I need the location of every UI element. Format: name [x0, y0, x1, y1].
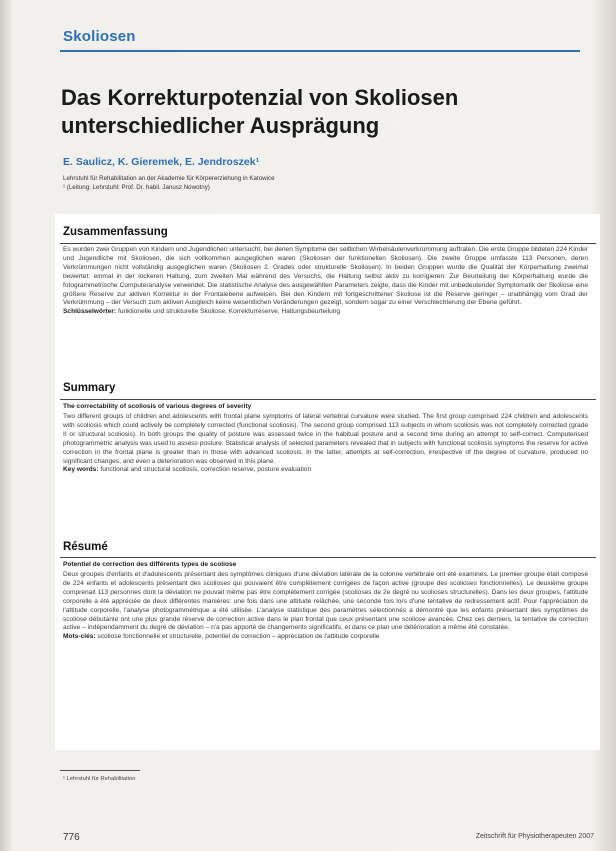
- footnote: ¹ Lehrstuhl für Rehabilitation: [63, 776, 136, 782]
- heading-rule: [60, 557, 596, 558]
- section-label: Skoliosen: [63, 28, 136, 45]
- journal-name: Zeitschrift für Physiotherapeuten 2007: [475, 833, 594, 840]
- footnote-divider: [60, 770, 140, 771]
- keywords-label: Schlüsselwörter:: [63, 308, 117, 316]
- zusammenfassung-body: Es wurden zwei Gruppen von Kindern und Jugendlichen untersucht, bei denen Symptome der seitlichen Wirbelsäulenverkrümmung auftraten. Die erste Gruppe bildeten 224 Kinder und Jugendliche mit Skoliosen, die sich vollkommen ausgeglichen waren (Skoliosen der funktionellen Skoliosen). Die zweite Gruppe umfasste 113 Personen, deren Verkrümmungen nicht vollständig ausgeglichen waren (Skoliosen 2. Grades oder strukturelle Skoliosen). In beiden Gruppen wurde die Qualität der Körperhaltung zweimal bewertet: einmal in der lockeren Haltung, zum zweiten Mal während des Versuchs, die Haltung selbst aktiv zu korrigieren. Zur Beurteilung der Körperhaltung wurde die fotogrammetrische Computeranalyse verwendet. Die statistische Analyse des ausgewählten Parameters zeigte, dass die Kinder mit unbedeutender Symptomatik der Skoliose eine größere Reserve zur aktiven Korrektur in der Frontalebene aufweisen. Bei den Kindern mit fortgeschrittener Skoliose ist die Reserve geringer – unabhängig vom Grad der Verkrümmung – der Versuch zum aktiven Ausgleich keine wesentlichen Veränderungen gezeigt, sondern sogar zu einer Verschlechterung der Ebene geführt.: [63, 246, 588, 307]
- article-title: Das Korrekturpotenzial von Skoliosen unterschiedlicher Ausprägung: [61, 85, 459, 138]
- affiliation-line: ¹ (Leitung: Lehrstuhl: Prof. Dr. habil. Janusz Nowotny): [63, 184, 210, 191]
- summary-text: [63, 413, 588, 475]
- author-list: E. Saulicz, K. Gieremek, E. Jendroszek¹: [63, 156, 260, 168]
- keywords-label: Mots-clés:: [63, 633, 96, 641]
- affiliation: [63, 174, 543, 192]
- keywords: funktionelle und strukturelle Skoliose, Korrekturreserve, Haltungsbeurteilung: [117, 308, 341, 316]
- keywords-label: Key words:: [63, 466, 99, 474]
- summary-subheading: The correctability of scoliosis of various degrees of severity: [63, 403, 252, 410]
- keywords: scoliose fonctionnelle et structurelle, potentiel de correction – appréciation de l'attitude corporelle: [97, 633, 380, 641]
- resume-text: [63, 571, 588, 642]
- heading-rule: [60, 243, 596, 244]
- zusammenfassung-text: [63, 246, 588, 317]
- heading-rule: [60, 399, 596, 400]
- keywords: functional and structural scoliosis, correction reserve, posture evaluation: [100, 466, 312, 474]
- resume-heading: Résumé: [63, 541, 108, 553]
- resume-subheading: Potentiel de correction des différents types de scoliose: [63, 561, 237, 568]
- section-divider: [60, 50, 580, 52]
- resume-body: Deux groupes d'enfants et d'adolescents présentant des symptômes cliniques d'une déviation latérale de la colonne vertébrale ont été examinés. Le premier groupe était composé de 224 enfants et adolescents présentant des scolioses qui pouvaient être complètement corrigées de façon active (groupe des scolioses fonctionnelles). Le deuxième groupe comprenait 113 personnes dont la déviation ne pouvait même pas être complètement corrigée (scolioses de 2e degré ou scolioses structurelles). Dans les deux groupes, l'attitude corporelle a été appréciée de deux différentes manières: une fois dans une attitude relâchée, une seconde fois lors d'une tentative de redressement actif. Pour l'appréciation de l'attitude corporelle, l'analyse photogrammétrique a été utilisée. L'analyse statistique des paramètres sélectionnés a démontré que les enfants présentant des symptômes de scoliose débutante ont une plus grande réserve de correction active dans le plan frontal que ceux présentant une scoliose avancée. Chez ces derniers, la tentative de correction active – indépendamment du degré de déviation – n'a pas apporté de changements significatifs, et dans ce plan une détérioration a même été constatée.: [63, 571, 588, 632]
- affiliation-line: Lehrstuhl für Rehabilitation an der Akademie für Körpererziehung in Katowice: [63, 175, 275, 182]
- summary-heading: Summary: [63, 382, 116, 394]
- summary-body: Two different groups of children and adolescents with frontal plane symptoms of lateral vertebral curvature were studied. The first group comprised 224 children and adolescents with scoliosis which could actively be completely corrected (functional scoliosis). The second group comprised 113 subjects in whom scoliosis was not completely corrected (grade II or structural scoliosis). In both groups the quality of posture was assessed twice in the habitual posture and a second time during an attempt to self-correct. Computerised photogrammetric analysis was used to assess posture. Statistical analysis of selected parameters revealed that in subjects with functional scoliosis symptoms the reserve for active correction in the frontal plane is greater than in those with advanced scoliosis. In the latter, attempts at self-correction, irrespective of the degree of curvature, produced no significant changes, and even a deterioration was observed in this plane.: [63, 413, 588, 465]
- page-number: 776: [63, 832, 80, 843]
- zusammenfassung-heading: Zusammenfassung: [63, 226, 168, 238]
